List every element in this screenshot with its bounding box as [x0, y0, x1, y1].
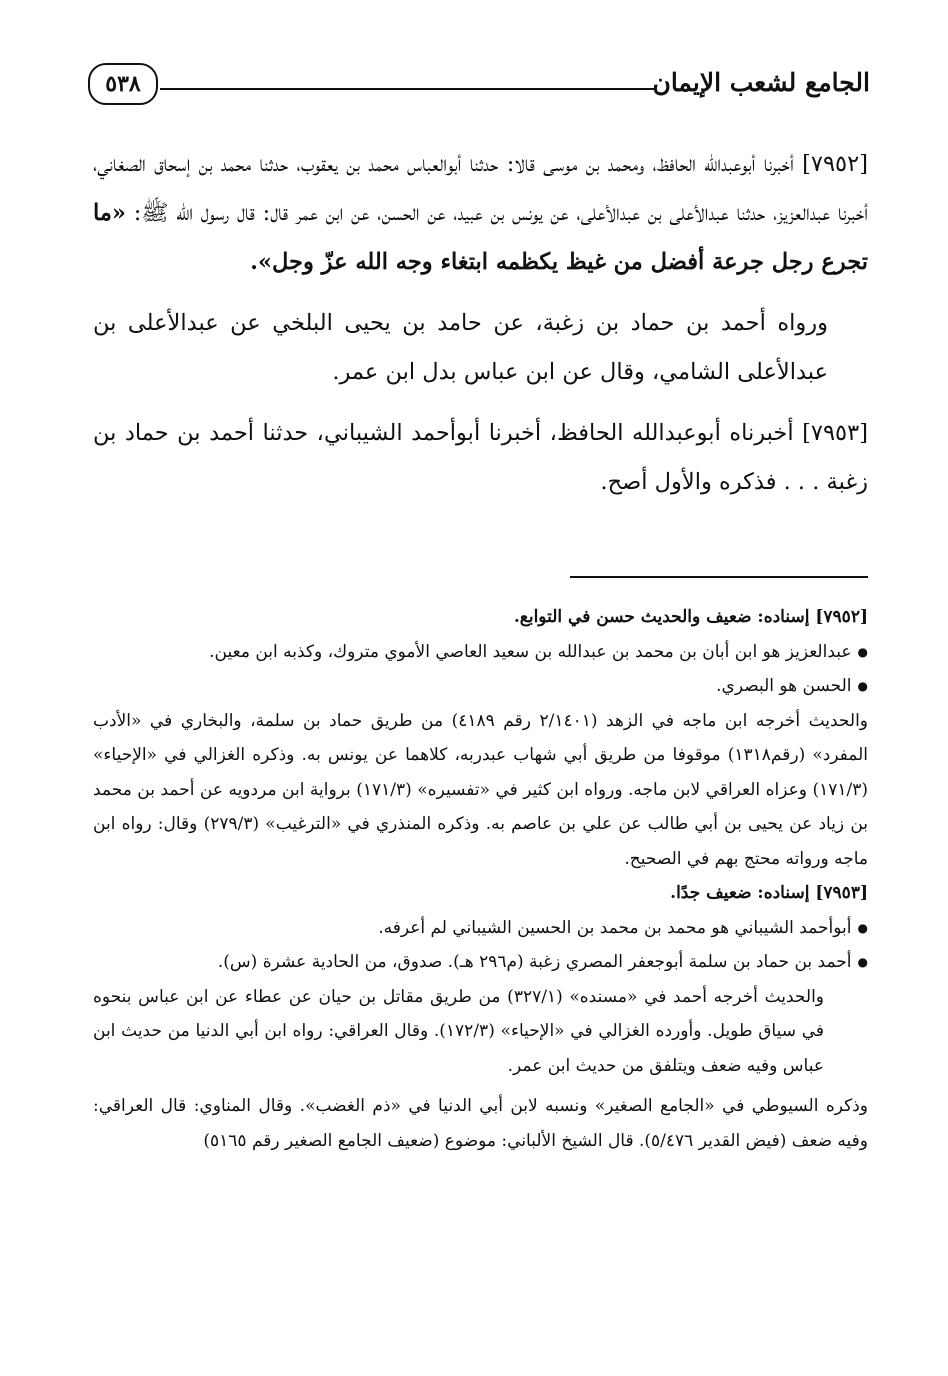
main-text: [93, 140, 868, 519]
footnote-7953-bullet-2: ● أحمد بن حماد بن سلمة أبوجعفر المصري زغبة (م٢٩٦ هـ). صدوق، من الحادية عشرة (س).: [93, 945, 868, 980]
hadith-7953: [٧٩٥٣] أخبرناه أبوعبدالله الحافظ، أخبرنا أبوأحمد الشيباني، حدثنا أحمد بن حماد بن زغبة . . . فذكره والأول أصح.: [93, 420, 868, 495]
header-rule: [160, 88, 655, 90]
hadith-7952: [93, 140, 868, 287]
running-title: الجامع لشعب الإيمان: [652, 68, 870, 97]
footnote-separator: [570, 576, 868, 578]
footnote-7952-bullet-1: ● عبدالعزيز هو ابن أبان بن محمد بن عبدالله بن سعيد العاصي الأموي متروك، وكذبه ابن معين.: [93, 635, 868, 670]
footnotes: [93, 600, 868, 1158]
page-number: ٥٣٨: [88, 63, 158, 105]
hadith-7952-variant: ورواه أحمد بن حماد بن زغبة، عن حامد بن يحيى البلخي عن عبدالأعلى بن عبدالأعلى الشامي، وقال عن ابن عباس بدل ابن عمر.: [93, 310, 828, 385]
footnote-7953-bullet-1: ● أبوأحمد الشيباني هو محمد بن محمد بن الحسين الشيباني لم أعرفه.: [93, 911, 868, 946]
page-header: [90, 62, 870, 114]
footnote-7953-grading: [٧٩٥٣] إسناده: ضعيف جدًا.: [670, 883, 868, 903]
footnote-7952-bullet-2: ● الحسن هو البصري.: [93, 669, 868, 704]
hadith-7952-isnad: [٧٩٥٢] أخبرنا أبوعبدالله الحافظ، ومحمد بن موسى قالا: حدثنا أبوالعباس محمد بن يعقوب، حدثنا محمد بن إسحاق الصغاني، أخبرنا عبدالعزيز، حدثنا عبدالأعلى بن عبدالأعلى، عن يونس بن عبيد، عن الحسن، عن ابن عمر قال: قال رسول الله ﷺ:: [93, 151, 868, 226]
footnote-7952-takhrij: والحديث أخرجه ابن ماجه في الزهد (٢/١٤٠١ رقم ٤١٨٩) من طريق حماد بن سلمة، والبخاري في «الأدب المفرد» (رقم١٣١٨) موقوفا من طريق أبي شهاب عبدربه، كلاهما عن يونس به. وذكره الغزالي في «الإحياء» (١٧١/٣) وعزاه العراقي لابن ماجه. ورواه ابن كثير في «تفسيره» (١٧١/٣) برواية ابن مردويه عن أحمد بن محمد بن زياد عن يحيى بن أبي طالب عن علي بن عاصم به. وذكره المنذري في «الترغيب» (٢٧٩/٣) وقال: رواه ابن ماجه ورواته محتج بهم في الصحيح.: [93, 710, 869, 869]
footnote-7953-final: وذكره السيوطي في «الجامع الصغير» ونسبه لابن أبي الدنيا في «ذم الغضب». وقال المناوي: قال العراقي: وفيه ضعف (فيض القدير ٥/٤٧٦). قال الشيخ الألباني: موضوع (ضعيف الجامع الصغير رقم ٥١٦٥): [93, 1096, 868, 1151]
hadith-7952-matn: «ما تجرع رجل جرعة أفضل من غيظ يكظمه ابتغاء وجه الله عزّ وجل».: [93, 200, 868, 275]
footnote-7952-grading: [٧٩٥٢] إسناده: ضعيف والحديث حسن في التوابع.: [513, 607, 868, 627]
footnote-7953-takhrij: والحديث أخرجه أحمد في «مسنده» (٣٢٧/١) من طريق مقاتل بن حيان عن عطاء عن ابن عباس بنحوه في سياق طويل. وأورده الغزالي في «الإحياء» (١٧٢/٣). وقال العراقي: رواه ابن أبي الدنيا من حديث ابن عباس وفيه ضعف ويتلفق من حديث ابن عمر.: [93, 986, 824, 1076]
